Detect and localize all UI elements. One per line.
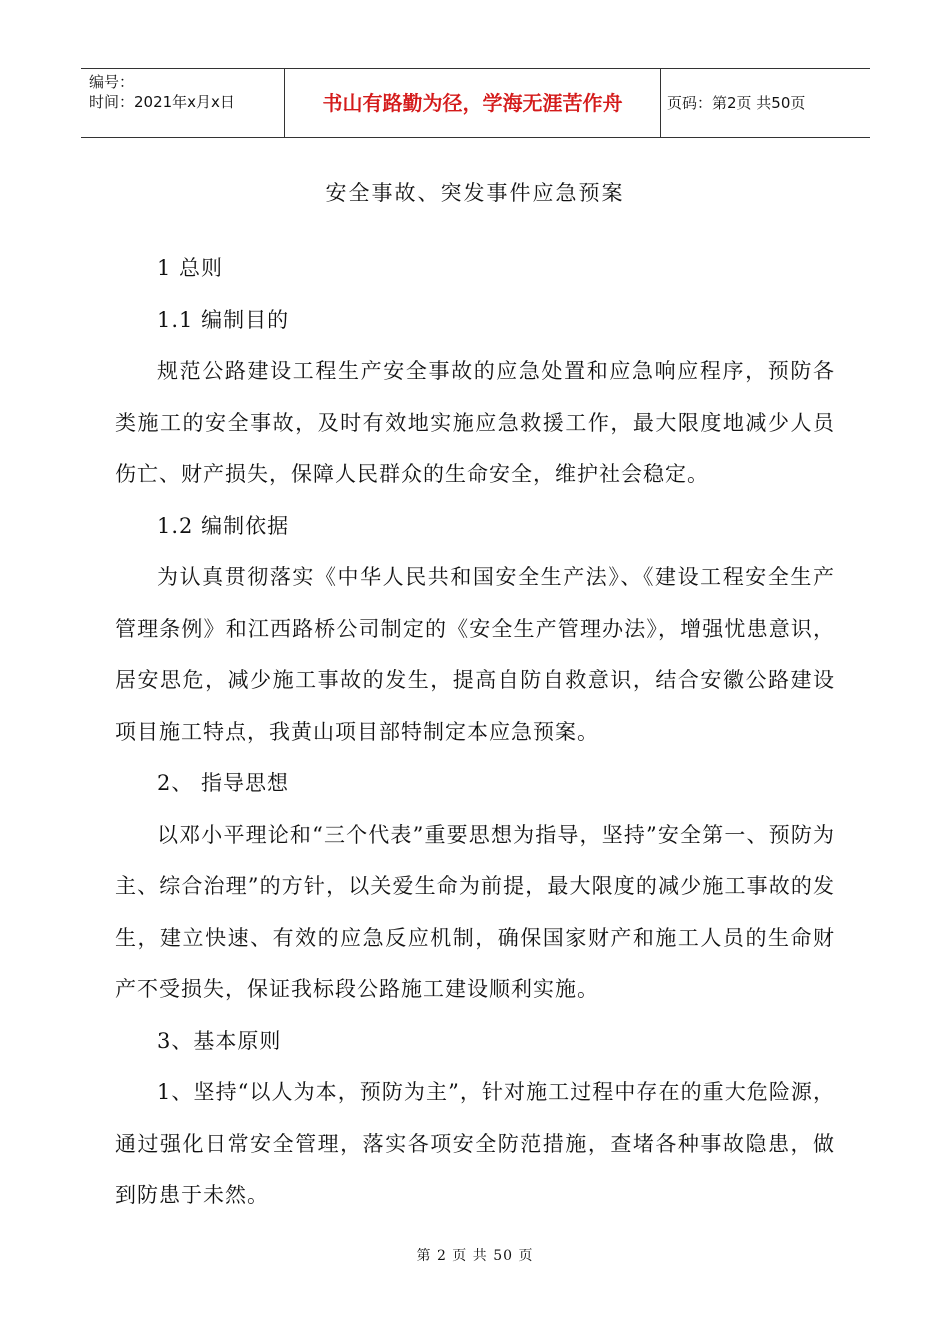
page-header [81, 68, 870, 138]
document-title: 安全事故、突发事件应急预案 [325, 181, 625, 205]
section-heading: 3、基本原则 [157, 1028, 282, 1053]
body-paragraph: 以邓小平理论和“三个代表”重要思想为指导，坚持”安全第一、预防为主、综合治理”的方针，以关爱生命为前提，最大限度的减少施工事故的发生，建立快速、有效的应急反应机制，确保国家财产和施工人员的生命财产不受损失，保证我标段公路施工建设顺利实施。 [115, 822, 835, 1001]
section-heading: 2、 指导思想 [157, 771, 290, 795]
body-paragraph: 1、坚持“以人为本，预防为主”，针对施工过程中存在的重大危险源，通过强化日常安全管理，落实各项安全防范措施，查堵各种事故隐患，做到防患于未然。 [115, 1080, 835, 1207]
document-time-label: 时间：2021年x月x日 [89, 93, 235, 111]
section-heading: 1.1 编制目的 [157, 307, 290, 332]
body-paragraph: 规范公路建设工程生产安全事故的应急处置和应急响应程序，预防各类施工的安全事故，及时有效地实施应急救援工作，最大限度地减少人员伤亡、财产损失，保障人民群众的生命安全，维护社会稳定。 [115, 359, 835, 486]
header-meta-cell [81, 69, 285, 137]
page-footer: 第 2 页 共 50 页 [416, 1248, 534, 1264]
header-page-info: 页码：第2页 共50页 [667, 94, 806, 112]
header-motto: 书山有路勤为径，学海无涯苦作舟 [285, 69, 661, 137]
section-heading: 1.2 编制依据 [157, 513, 290, 538]
document-body [115, 243, 835, 1222]
body-paragraph: 为认真贯彻落实《中华人民共和国安全生产法》、《建设工程安全生产管理条例》和江西路桥公司制定的《安全生产管理办法》，增强忧患意识，居安思危，减少施工事故的发生，提高自防自救意识，结合安徽公路建设项目施工特点，我黄山项目部特制定本应急预案。 [115, 565, 835, 744]
section-heading: 1 总则 [157, 256, 224, 280]
document-number-label: 编号： [89, 73, 135, 91]
